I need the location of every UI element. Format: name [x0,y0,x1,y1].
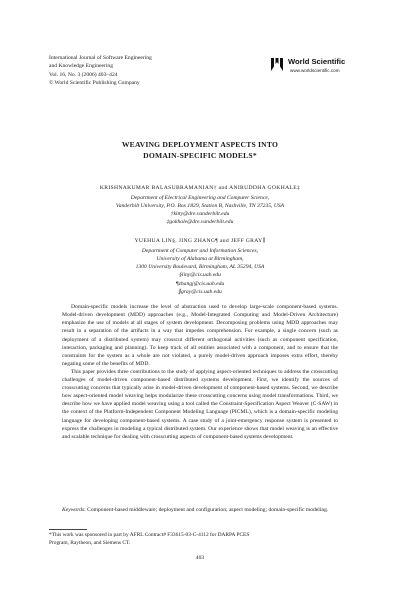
author-email-3: §liny@cis.uab.edu [179,272,221,278]
abstract-paragraph-1: Domain-specific models increase the level of abstraction used to develop large-scale component-based systems. Model-driven development (MDD) approaches (e.g., Model-Integrated Computing and Model-Driven Architecture) emphasize the use of models at all stages of system development. Decomposing problems using MDD approaches may result in a separation of the artifacts in a way that impedes comprehension. For example, a single concern (such as deployment of a distributed system) may crosscut different orthogonal activities (such as component specification, interaction, packaging and planning). To keep track of all entities associated with a component, and to ensure that the constraints for the system as a whole are not violated, a purely model-driven approach imposes extra effort, thereby negating some of the benefits of MDD. [62,304,338,367]
author-names-2: YUEHUA LIN§, JING ZHANG¶ and JEFF GRAY∥ [134,238,266,244]
paper-title-line2: DOMAIN-SPECIFIC MODELS* [143,151,257,160]
publisher-name: World Scientific [288,57,346,66]
keywords-text: : Component-based middleware; deployment and configuration; aspect modeling; domain-specific modeling. [84,507,329,513]
abstract-wrapper [62,283,338,441]
paper-title-line1: WEAVING DEPLOYMENT ASPECTS INTO [121,140,279,149]
author-names-1: KRISHNAKUMAR BALASUBRAMANIAN† and ANIRUDDHA GOKHALE‡ [99,185,301,191]
author-email-5: ∥gray@cis.uab.edu [178,289,222,296]
author-email-2: ‡gokhale@dre.vanderbilt.edu [166,219,234,225]
publisher-url: www.worldscientific.com [290,68,340,73]
affiliation-univ-2: University of Alabama at Birmingham, [156,256,244,262]
publisher-logo [270,56,370,78]
author-email-1: †kitty@dre.vanderbilt.edu [170,211,230,217]
abstract-paragraph-2: This paper provides three contributions to the study of applying aspect-oriented techniques to address the crosscutting challenges of model-driven component-based distributed systems development. First, we identify the sources of crosscutting concerns that typically arise in model-driven development of component-based systems. Second, we describe how aspect-oriented model weaving helps modularize these crosscutting concerns using model transformations. Third, we describe how we have applied model weaving using a tool called the Constraint-Specification Aspect Weaver (C-SAW) in the context of the Platform-Independent Component Modeling Language (PICML), which is a domain-specific modeling language for developing component-based systems. A case study of a joint-emergency response system is presented to express the challenges in modeling a typical distributed system. Our experience shows that model weaving is an effective and scalable technique for dealing with crosscutting aspects of component-based systems development. [62,368,338,440]
journal-info [49,54,249,88]
journal-volume: Vol. 16, No. 3 (2006) 403–424 [49,71,118,78]
world-scientific-logo-icon [270,56,288,74]
footnote [49,531,349,547]
keywords [62,506,338,514]
keywords-label: Keywords [62,507,85,513]
footnote-line1: *This work was sponsored in part by AFRL Contract# F33615-03-C-4112 for DARPA PCES [49,532,250,538]
affiliation-dept-1: Department of Electrical Engineering and Computer Science, [130,195,270,201]
footnote-divider [49,529,87,530]
author-email-4: ¶zhangj@cis.uab.edu [175,281,225,287]
affiliation-address-2: 1300 University Boulevard, Birmingham, AL 35294, USA [135,264,265,270]
affiliation-address-1: Vanderbilt University, P.O. Box 1829, Station B, Nashville, TN 37235, USA [115,203,285,209]
footnote-line2: Program, Raytheon, and Siemens CT. [49,540,131,546]
journal-name-line2: and Knowledge Engineering [49,63,113,70]
journal-name-line1: International Journal of Software Engineering [49,55,152,61]
page-number: 403 [195,555,205,561]
affiliation-dept-2: Department of Computer and Information Sciences, [141,248,259,254]
journal-copyright: © World Scientific Publishing Company [49,80,140,87]
